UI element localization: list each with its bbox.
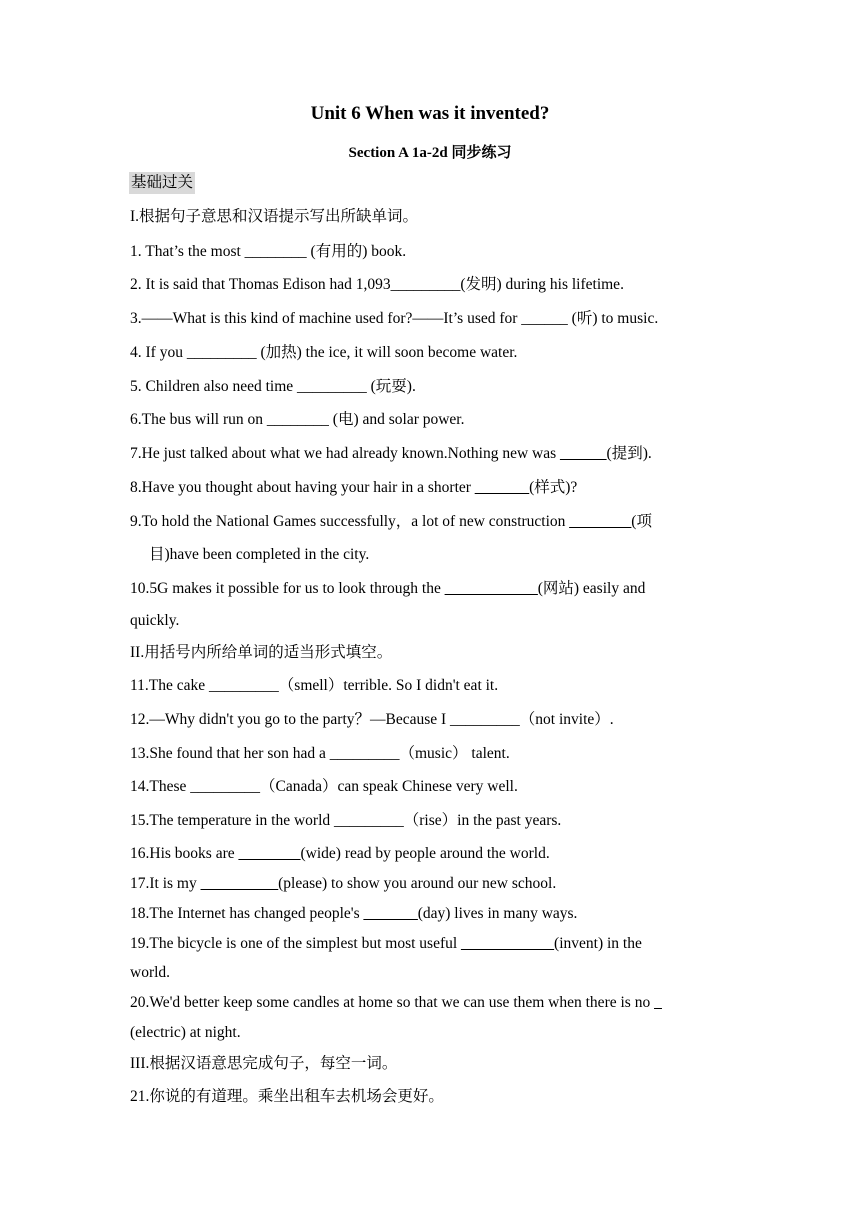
question-9-continued: 目)have been completed in the city. <box>149 546 370 563</box>
page-title: Unit 6 When was it invented? <box>310 103 550 124</box>
section-2-heading: II.用括号内所给单词的适当形式填空。 <box>130 644 393 661</box>
question-2: 2. It is said that Thomas Edison had 1,093_________(发明) during his lifetime. <box>130 276 624 293</box>
question-7-hint: (提到). <box>606 445 652 462</box>
section-tag: 基础过关 <box>129 172 195 194</box>
question-18 <box>130 904 577 924</box>
question-14: 14.These _________（Canada）can speak Chinese very well. <box>130 778 518 795</box>
question-9-hint: (项 <box>631 513 652 530</box>
question-19 <box>130 934 642 954</box>
question-5: 5. Children also need time _________ (玩耍). <box>130 378 416 395</box>
question-1: 1. That’s the most ________ (有用的) book. <box>130 243 407 260</box>
question-8 <box>130 478 577 498</box>
question-9-text: 9.To hold the National Games successfully，a lot of new construction <box>130 513 570 530</box>
question-3: 3.——What is this kind of machine used for?——It’s used for ______ (听) to music. <box>130 310 659 327</box>
question-19-continued: world. <box>130 964 171 981</box>
question-7-blank[interactable]: ______ <box>560 445 607 462</box>
question-8-text: 8.Have you thought about having your hair in a shorter <box>130 479 475 496</box>
question-17-hint: (please) to show you around our new school. <box>278 875 557 892</box>
question-9 <box>130 512 652 532</box>
question-7 <box>130 444 652 464</box>
question-12: 12.—Why didn't you go to the party？—Because I _________（not invite）. <box>130 711 614 728</box>
question-18-text: 18.The Internet has changed people's <box>130 905 364 922</box>
question-18-hint: (day) lives in many ways. <box>417 905 578 922</box>
question-16-blank[interactable]: ________ <box>238 845 301 862</box>
question-13: 13.She found that her son had a _________（music） talent. <box>130 745 510 762</box>
question-17-blank[interactable]: __________ <box>200 875 279 892</box>
section-1-heading: I.根据句子意思和汉语提示写出所缺单词。 <box>130 208 419 225</box>
question-16 <box>130 844 550 864</box>
question-10-continued: quickly. <box>130 612 180 629</box>
question-10-blank[interactable]: ____________ <box>444 580 538 597</box>
question-6: 6.The bus will run on ________ (电) and solar power. <box>130 411 465 428</box>
question-8-blank[interactable]: _______ <box>474 479 530 496</box>
question-17-text: 17.It is my <box>130 875 201 892</box>
section-3-heading: III.根据汉语意思完成句子，每空一词。 <box>130 1055 398 1072</box>
question-11: 11.The cake _________（smell）terrible. So I didn't eat it. <box>130 677 499 694</box>
question-16-hint: (wide) read by people around the world. <box>300 845 550 862</box>
question-17 <box>130 874 556 894</box>
question-20-continued: (electric) at night. <box>130 1024 241 1041</box>
question-8-hint: (样式)? <box>529 479 578 496</box>
question-9-blank[interactable]: ________ <box>569 513 632 530</box>
question-20 <box>130 993 662 1013</box>
question-10-text: 10.5G makes it possible for us to look through the <box>130 580 445 597</box>
question-19-blank[interactable]: ____________ <box>461 935 555 952</box>
question-4: 4. If you _________ (加热) the ice, it will soon become water. <box>130 344 518 361</box>
question-20-blank[interactable]: _ <box>654 994 662 1011</box>
page-subtitle: Section A 1a-2d 同步练习 <box>348 145 512 161</box>
question-21: 21.你说的有道理。乘坐出租车去机场会更好。 <box>130 1088 444 1105</box>
question-15: 15.The temperature in the world _________（rise）in the past years. <box>130 812 562 829</box>
question-16-text: 16.His books are <box>130 845 239 862</box>
question-10 <box>130 579 645 599</box>
question-10-hint: (网站) easily and <box>537 580 646 597</box>
question-7-text: 7.He just talked about what we had already known.Nothing new was <box>130 445 561 462</box>
question-20-text: 20.We'd better keep some candles at home so that we can use them when there is no <box>130 994 655 1011</box>
question-18-blank[interactable]: _______ <box>363 905 418 922</box>
question-19-hint: (invent) in the <box>554 935 642 952</box>
question-19-text: 19.The bicycle is one of the simplest but most useful <box>130 935 462 952</box>
